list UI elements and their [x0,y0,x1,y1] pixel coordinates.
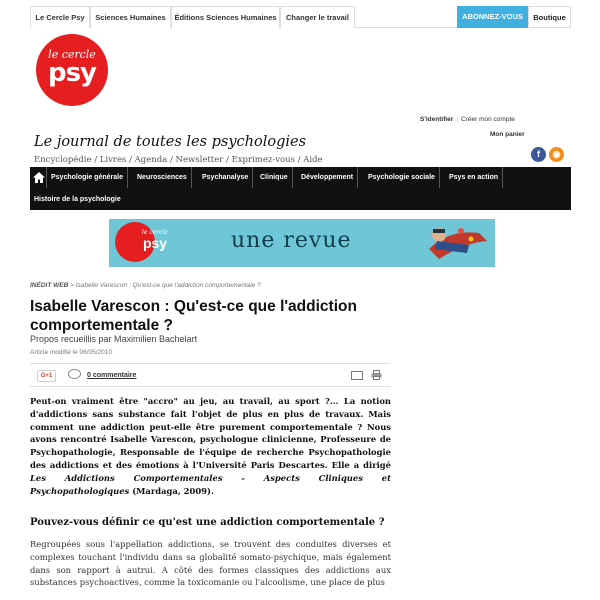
comments-link[interactable]: 0 commentaire [87,372,137,379]
top-link-cercle-psy[interactable]: Le Cercle Psy [30,6,90,28]
print-icon[interactable] [371,370,382,380]
email-icon[interactable] [351,371,363,380]
article-author: Propos recueillis par Maximilien Bachelart [30,334,198,344]
shop-link[interactable]: Boutique [528,6,571,28]
nav-item-psys-en-action[interactable]: Psys en action [445,167,503,188]
home-icon[interactable] [32,171,46,184]
article-title: Isabelle Varescon : Qu'est-ce que l'addiction comportementale ? [30,298,357,334]
banner-text: une revue [231,228,352,253]
superhero-illustration [409,219,495,267]
lead-text-end: (Mardaga, 2009). [129,485,214,496]
nav-item-psychologie-sociale[interactable]: Psychologie sociale [364,167,440,188]
nav-item-histoire[interactable]: Histoire de la psychologie [34,196,121,203]
top-link-editions[interactable]: Éditions Sciences Humaines [171,6,280,28]
banner-logo-line2: psy [142,235,168,251]
account-links: S'identifier | Créer mon compte [420,116,515,123]
article-modified-date: Article modifié le 06/05/2010 [30,349,113,356]
nav-item-psychanalyse[interactable]: Psychanalyse [198,167,253,188]
nav-item-psychologie-generale[interactable]: Psychologie générale [46,167,128,188]
nav-item-developpement[interactable]: Développement [297,167,358,188]
site-tagline: Le journal de toutes les psychologies [34,134,307,150]
main-navigation [30,167,571,210]
breadcrumb-section[interactable]: INÉDIT WEB [30,282,69,289]
top-link-sciences-humaines[interactable]: Sciences Humaines [90,6,171,28]
breadcrumb-separator: > [68,282,76,289]
top-navigation [30,6,571,28]
google-plus-button[interactable]: G+1 [37,370,56,382]
lead-book-title: Les Addictions Comportementales - Aspects Cliniques et Psychopathologiques [30,472,391,496]
site-logo[interactable] [36,34,108,106]
article-body: Regroupées sous l'appellation addictions, se trouvent des conduites diverses et complexes touchant l'individu dans sa globalité somato-psychique, mais également dans son rapport à autrui. A côté des formes classiques des addictions aux substances psychoactives, comme la toxicomanie ou l'alcoolisme, une place de plus [30,539,391,588]
banner-logo [115,222,168,262]
lead-text: Peut-on vraiment être "accro" au jeu, au travail, au sport ?... La notion d'addictions sans substance fait l'objet de plus en plus de travaux. Mais comment une addiction peut-elle être purement comportementale ? Nous avons rencontré Isabelle Varescon, psychologue clinicienne, Professeure de Psychopathologie, Responsable de l'équipe de recherche Psychopathologie des addictions et des émotions à l'Université Paris Descartes. Elle a dirigé [30,396,391,470]
article-question: Pouvez-vous définir ce qu'est une addiction comportementale ? [30,517,385,528]
article-lead [30,395,391,497]
create-account-link[interactable]: Créer mon compte [461,116,515,123]
share-bar [30,363,391,387]
ad-banner[interactable] [109,219,495,267]
facebook-icon[interactable]: f [531,147,546,162]
nav-item-neurosciences[interactable]: Neurosciences [133,167,192,188]
banner-logo-line1: le cercle [142,229,168,236]
breadcrumb-current: Isabelle Varescon : Qu'est-ce que l'addiction comportementale ? [75,282,261,289]
login-link[interactable]: S'identifier [420,116,454,123]
comment-icon[interactable] [68,369,81,379]
logo-line1: le cercle [48,48,96,61]
utility-links[interactable]: Encyclopédie / Livres / Agenda / Newsletter / Exprimez-vous / Aide [34,155,323,165]
cart-link[interactable]: Mon panier [490,131,525,138]
rss-icon[interactable]: ◉ [549,147,564,162]
top-link-changer-travail[interactable]: Changer le travail [280,6,355,28]
nav-item-clinique[interactable]: Clinique [256,167,293,188]
subscribe-button[interactable]: ABONNEZ-VOUS [457,6,528,28]
breadcrumb [30,282,261,289]
logo-line2: psy [47,58,97,88]
